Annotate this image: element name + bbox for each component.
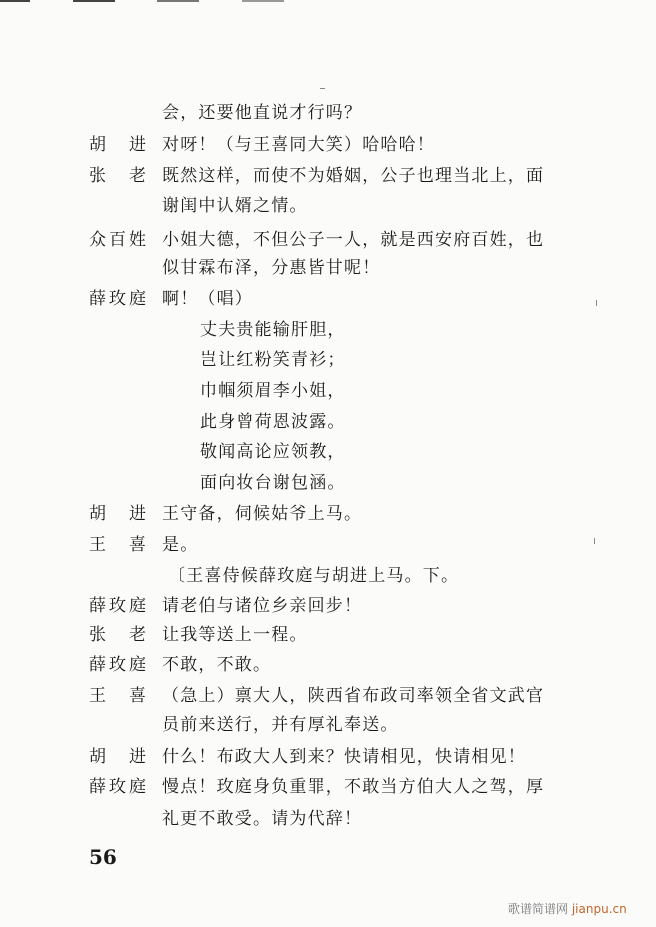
dialogue-text: 慢点！玫庭身负重罪，不敢当方伯大人之驾，厚 <box>162 777 545 797</box>
scan-speck <box>596 300 597 306</box>
dialogue-text: 小姐大德，不但公子一人，就是西安府百姓，也 <box>162 230 545 250</box>
verse-line: 巾帼须眉李小姐， <box>200 381 346 401</box>
verse-line: 面向妆台谢包涵。 <box>200 473 346 493</box>
scan-edge-mark <box>0 0 30 2</box>
speaker-name: 众百姓 <box>89 230 146 250</box>
speaker-name: 薛玫庭 <box>89 289 146 309</box>
scan-speck <box>320 88 325 89</box>
dialogue-text: 既然这样，而使不为婚姻，公子也理当北上，面 <box>162 166 545 186</box>
dialogue-text: 什么！布政大人到来？快请相见，快请相见！ <box>162 747 526 767</box>
dialogue-text: 会，还要他直说才行吗？ <box>162 103 363 123</box>
speaker-name: 王喜 <box>89 686 146 706</box>
dialogue-text: 谢闺中认婿之情。 <box>162 196 308 216</box>
dialogue-text: 让我等送上一程。 <box>162 625 308 645</box>
scan-speck <box>594 538 595 544</box>
verse-line: 岂让红粉笑青衫； <box>200 350 346 370</box>
speaker-name: 胡进 <box>89 747 146 767</box>
watermark-site: 歌谱简谱网 <box>508 902 569 916</box>
dialogue-text: 不敢，不敢。 <box>162 655 272 675</box>
dialogue-text: 王守备，伺候姑爷上马。 <box>162 504 363 524</box>
dialogue-text: 似甘霖布泽，分惠皆甘呢！ <box>162 258 381 278</box>
speaker-name: 薛玫庭 <box>89 655 146 675</box>
speaker-name: 胡进 <box>89 135 146 155</box>
dialogue-text: 对呀！（与王喜同大笑）哈哈哈！ <box>162 135 435 155</box>
stage-direction: 〔王喜侍候薛玫庭与胡进上马。下。 <box>168 566 460 586</box>
dialogue-text: 员前来送行，并有厚礼奉送。 <box>162 715 399 735</box>
dialogue-text: 啊！（唱） <box>162 289 253 309</box>
scan-edge-mark <box>73 0 115 2</box>
dialogue-text: 礼更不敢受。请为代辞！ <box>162 809 363 829</box>
speaker-name: 薛玫庭 <box>89 596 146 616</box>
speaker-name: 张老 <box>89 166 146 186</box>
dialogue-text: （急上）禀大人，陕西省布政司率领全省文武官 <box>162 686 545 706</box>
scan-edge-mark <box>157 0 199 2</box>
scan-edge-mark <box>242 0 284 2</box>
speaker-name: 薛玫庭 <box>89 777 146 797</box>
dialogue-text: 请老伯与诸位乡亲回步！ <box>162 596 363 616</box>
dialogue-text: 是。 <box>162 535 199 555</box>
watermark <box>508 900 627 917</box>
watermark-url: jianpu.cn <box>571 902 627 916</box>
page-number: 56 <box>89 845 117 869</box>
verse-line: 丈夫贵能输肝胆， <box>200 320 346 340</box>
speaker-name: 王喜 <box>89 535 146 555</box>
verse-line: 敬闻高论应领教， <box>200 442 346 462</box>
speaker-name: 张老 <box>89 625 146 645</box>
speaker-name: 胡进 <box>89 504 146 524</box>
verse-line: 此身曾荷恩波露。 <box>200 412 346 432</box>
